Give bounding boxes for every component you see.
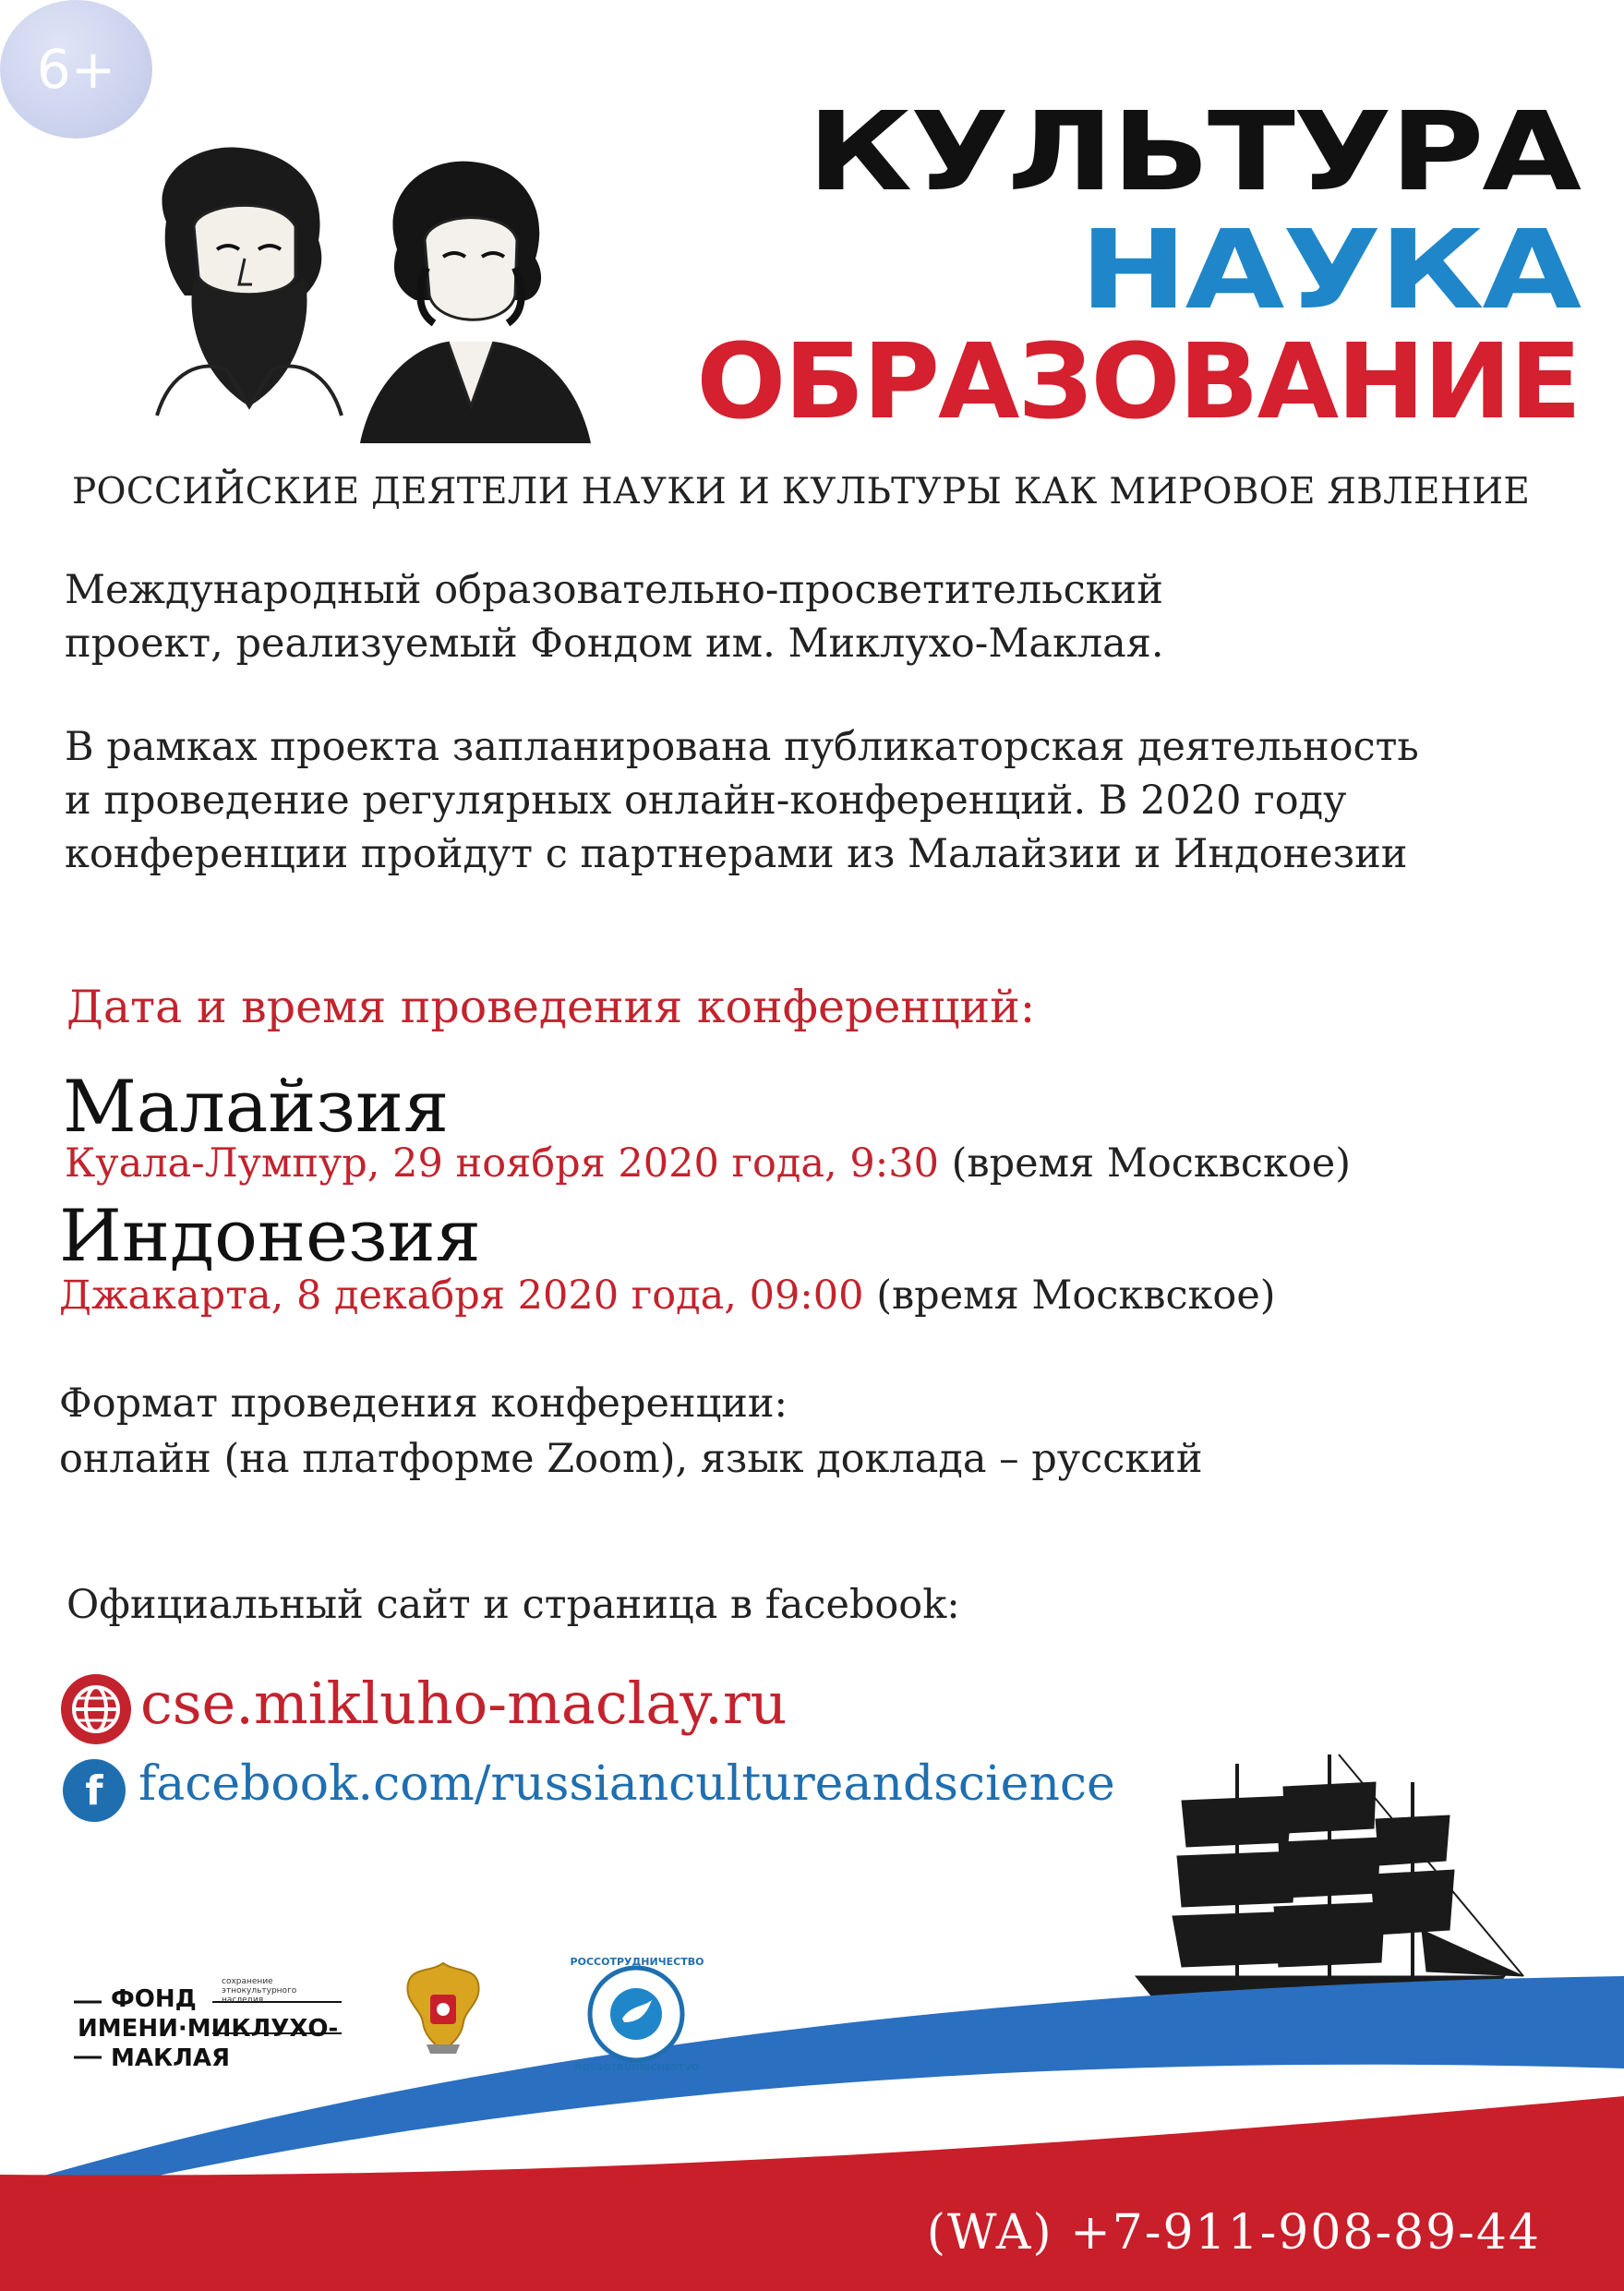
rossotr-logo-text-en: ROSSOTRUDNICHESTVO <box>574 2063 700 2073</box>
title-culture: КУЛЬТУРА <box>807 88 1580 215</box>
fund-logo-line-1: ФОНД <box>111 1985 197 2013</box>
dates-heading: Дата и время проведения конференций: <box>66 981 1036 1033</box>
globe-icon <box>61 1674 131 1744</box>
conference-country-indonesia: Индонезия <box>59 1195 481 1278</box>
description-line-1: В рамках проекта запланирована публикаторская деятельность <box>65 724 1419 770</box>
age-rating-badge: 6+ <box>0 0 152 139</box>
links-heading: Официальный сайт и страница в facebook: <box>66 1582 960 1628</box>
portrait-pushkin <box>360 162 591 443</box>
rossotr-logo-text-ru: РОССОТРУДНИЧЕСТВО <box>570 1956 704 1968</box>
intro-line-1: Международный образовательно-просветительский <box>65 567 1163 613</box>
rossotrudnichestvo-logo <box>563 1956 711 2076</box>
description-paragraph <box>65 720 1419 881</box>
conference-format <box>59 1376 1202 1487</box>
fund-logo-caption: сохранение этнокультурного наследия <box>222 1977 297 2005</box>
fund-logo-line-2: ИМЕНИ·МИКЛУХО- <box>78 2015 339 2043</box>
intro-line-2: проект, реализуемый Фондом им. Миклухо-Маклая. <box>65 621 1164 667</box>
fund-logo <box>74 1976 351 2087</box>
fund-logo-line-3: МАКЛАЯ <box>111 2044 230 2072</box>
title-science: НАУКА <box>1079 206 1580 333</box>
intro-paragraph <box>65 563 1164 670</box>
conference-details-indonesia <box>59 1272 1276 1319</box>
description-line-3: конференции пройдут с партнерами из Малайзии и Индонезии <box>65 831 1408 877</box>
subtitle: РОССИЙСКИЕ ДЕЯТЕЛИ НАУКИ И КУЛЬТУРЫ КАК МИРОВОЕ ЯВЛЕНИЕ <box>72 471 1531 512</box>
portrait-miklukho-maclay <box>157 148 342 416</box>
conference-country-malaysia: Малайзия <box>63 1066 450 1149</box>
conference-timezone: (время Москвское) <box>876 1272 1276 1319</box>
contact-phone[interactable]: (WA) +7-911-908-89-44 <box>926 2205 1541 2261</box>
portraits-illustration <box>129 139 646 452</box>
format-label: Формат проведения конференции: <box>59 1381 788 1427</box>
facebook-link[interactable]: facebook.com/russiancultureandscience <box>138 1756 1115 1812</box>
conference-timezone: (время Москвское) <box>951 1140 1351 1187</box>
conference-details-malaysia <box>65 1140 1351 1187</box>
coat-of-arms-emblem <box>403 1956 484 2057</box>
facebook-icon: f <box>63 1759 126 1822</box>
description-line-2: и проведение регулярных онлайн-конференций. В 2020 году <box>65 778 1347 824</box>
title-education: ОБРАЗОВАНИЕ <box>696 322 1580 442</box>
conference-when: Джакарта, 8 декабря 2020 года, 09:00 <box>59 1272 864 1319</box>
conference-when: Куала-Лумпур, 29 ноября 2020 года, 9:30 <box>65 1140 939 1187</box>
format-value: онлайн (на платформе Zoom), язык доклада – русский <box>59 1436 1203 1482</box>
website-link[interactable]: cse.mikluho-maclay.ru <box>140 1670 788 1737</box>
